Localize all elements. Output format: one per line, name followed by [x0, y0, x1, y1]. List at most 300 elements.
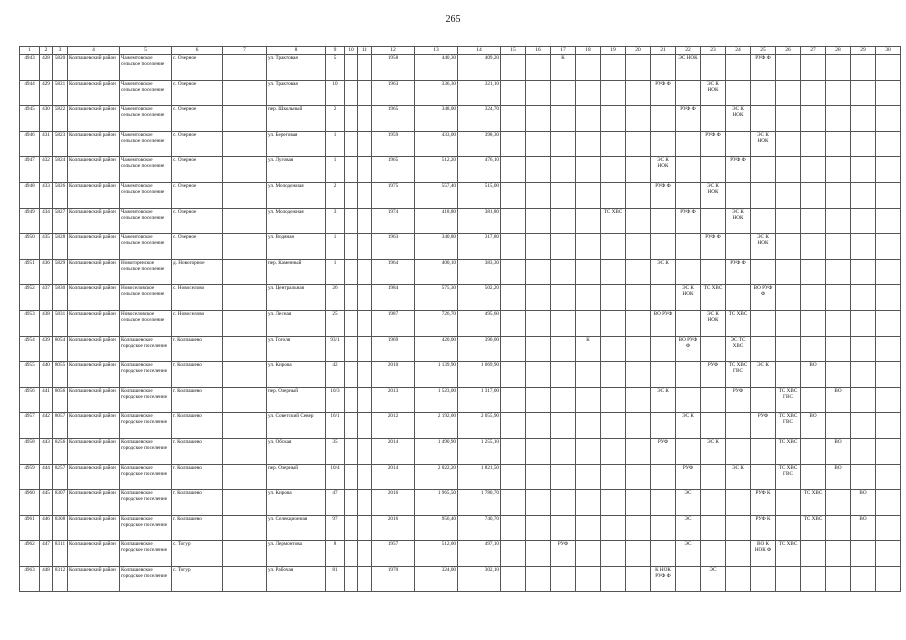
table-cell [576, 438, 601, 464]
table-cell [601, 464, 626, 490]
table-cell: К [576, 336, 601, 362]
table-cell [551, 387, 576, 413]
table-cell [801, 131, 826, 157]
table-cell [651, 336, 676, 362]
table-cell: Колпашевский район [68, 490, 120, 516]
table-cell: 502,20 [458, 285, 501, 311]
table-cell: 4959 [20, 464, 40, 490]
table-cell [345, 566, 358, 592]
table-cell [501, 438, 526, 464]
table-cell: 26 [326, 285, 345, 311]
table-cell: г. Колпашево [172, 362, 223, 388]
table-cell: 1965 [372, 106, 415, 132]
table-cell: 47 [326, 490, 345, 516]
table-cell [801, 157, 826, 183]
table-cell [526, 413, 551, 439]
table-cell: 4946 [20, 131, 40, 157]
table-row [20, 438, 901, 464]
table-cell [651, 362, 676, 388]
table-cell: с. Озерное [172, 106, 223, 132]
table-cell [345, 362, 358, 388]
table-cell: пер. Озерный [267, 464, 326, 490]
table-cell [601, 106, 626, 132]
table-cell: 435 [40, 234, 53, 260]
table-cell [826, 413, 851, 439]
table-row [20, 182, 901, 208]
table-cell: ВО РУФ Ф [751, 285, 776, 311]
table-cell: 8057 [53, 413, 68, 439]
table-cell: ЭС К [701, 438, 726, 464]
table-cell: 418,80 [415, 208, 458, 234]
table-cell: ВО [851, 490, 876, 516]
table-cell: Чажемтовское сельское поселение [120, 80, 172, 106]
table-cell [626, 464, 651, 490]
table-cell [526, 106, 551, 132]
table-cell: РУФ Ф [676, 208, 701, 234]
column-number-cell: 11 [358, 47, 372, 55]
table-cell [345, 259, 358, 285]
table-cell [551, 464, 576, 490]
table-cell: 4943 [20, 55, 40, 81]
table-cell [626, 55, 651, 81]
table-cell [501, 490, 526, 516]
table-cell: 438 [40, 310, 53, 336]
table-cell: 321,10 [458, 80, 501, 106]
column-number-cell: 23 [701, 47, 726, 55]
table-cell [776, 362, 801, 388]
table-cell [626, 490, 651, 516]
table-cell [551, 490, 576, 516]
table-cell [676, 362, 701, 388]
table-row [20, 413, 901, 439]
table-cell: 515,00 [458, 182, 501, 208]
table-cell [576, 106, 601, 132]
table-cell [826, 55, 851, 81]
table-cell [551, 106, 576, 132]
table-cell: с. Озерное [172, 80, 223, 106]
registry-table-wrapper [19, 46, 901, 592]
table-cell: 390,00 [458, 336, 501, 362]
table-cell [626, 182, 651, 208]
table-cell [526, 515, 551, 541]
table-cell [501, 234, 526, 260]
table-cell: ЭС К НОК [676, 285, 701, 311]
table-cell: 317,80 [458, 234, 501, 260]
table-cell [526, 157, 551, 183]
table-cell: ТС ХВС ГВС [726, 362, 751, 388]
table-cell: РУФ [676, 464, 701, 490]
table-cell [501, 464, 526, 490]
table-cell [551, 413, 576, 439]
table-row [20, 387, 901, 413]
table-cell: 4962 [20, 541, 40, 567]
table-cell: с. Новоселово [172, 285, 223, 311]
table-cell: 4955 [20, 362, 40, 388]
table-cell: 8055 [53, 362, 68, 388]
table-cell [501, 285, 526, 311]
table-cell [576, 80, 601, 106]
table-cell [358, 182, 372, 208]
table-cell [751, 157, 776, 183]
table-cell [801, 387, 826, 413]
table-cell [601, 131, 626, 157]
table-cell: Колпашевское городское поселение [120, 566, 172, 592]
table-cell [726, 80, 751, 106]
table-cell [223, 490, 267, 516]
table-cell: ТС ХВС ГВС [776, 387, 801, 413]
table-cell [501, 566, 526, 592]
table-cell [576, 541, 601, 567]
table-cell: 1 780,70 [458, 490, 501, 516]
table-cell: 324,70 [458, 106, 501, 132]
table-cell: 436 [40, 259, 53, 285]
table-cell [776, 208, 801, 234]
table-cell: ТС ХВС ГВС [776, 464, 801, 490]
table-cell [651, 208, 676, 234]
table-cell: ЭС К НОК [701, 310, 726, 336]
table-cell [801, 182, 826, 208]
table-cell [676, 566, 701, 592]
table-cell: 2016 [372, 515, 415, 541]
table-cell: 1984 [372, 285, 415, 311]
table-cell: 8056 [53, 387, 68, 413]
table-cell [851, 541, 876, 567]
table-cell: 1963 [372, 234, 415, 260]
table-cell: 434 [40, 208, 53, 234]
column-number-cell: 17 [551, 47, 576, 55]
table-cell: РУФ [651, 438, 676, 464]
table-cell [826, 490, 851, 516]
table-cell: Чажемтовское сельское поселение [120, 208, 172, 234]
table-cell: 1 069,90 [458, 362, 501, 388]
table-cell: ТС ХВС [726, 310, 751, 336]
table-cell [551, 80, 576, 106]
table-cell: с. Озерное [172, 208, 223, 234]
table-cell: РУФ Ф [726, 259, 751, 285]
table-cell: 35 [326, 438, 345, 464]
table-cell: Колпашевский район [68, 413, 120, 439]
column-number-cell: 7 [223, 47, 267, 55]
table-cell [526, 208, 551, 234]
table-cell [626, 413, 651, 439]
table-cell [601, 541, 626, 567]
table-cell: ЭС [701, 566, 726, 592]
table-cell [345, 515, 358, 541]
table-cell: 4944 [20, 80, 40, 106]
table-cell: с. Новоселово [172, 310, 223, 336]
table-cell [551, 515, 576, 541]
table-cell [551, 362, 576, 388]
table-cell: РУФ [701, 362, 726, 388]
table-cell [501, 541, 526, 567]
table-cell [776, 259, 801, 285]
table-cell [851, 310, 876, 336]
table-cell: 336,30 [415, 80, 458, 106]
table-cell: ул. Кирова [267, 490, 326, 516]
table-cell [223, 387, 267, 413]
table-cell [358, 438, 372, 464]
table-cell [751, 106, 776, 132]
table-cell [223, 259, 267, 285]
table-cell [776, 55, 801, 81]
table-cell [526, 285, 551, 311]
table-cell [345, 182, 358, 208]
table-cell [626, 157, 651, 183]
table-cell [358, 566, 372, 592]
table-cell: 1 821,50 [458, 464, 501, 490]
table-cell: Колпашевское городское поселение [120, 541, 172, 567]
table-cell [751, 208, 776, 234]
table-cell [526, 464, 551, 490]
table-cell [651, 234, 676, 260]
table-cell: Новоселовское сельское поселение [120, 310, 172, 336]
table-cell: ул. Луговая [267, 157, 326, 183]
table-cell: Колпашевское городское поселение [120, 413, 172, 439]
table-cell [876, 515, 901, 541]
table-cell [726, 182, 751, 208]
table-cell [776, 106, 801, 132]
table-cell [876, 208, 901, 234]
table-cell [501, 413, 526, 439]
table-cell [626, 285, 651, 311]
table-cell [826, 131, 851, 157]
table-cell [776, 80, 801, 106]
table-cell: 4945 [20, 106, 40, 132]
table-cell [501, 259, 526, 285]
table-cell: ЭС К [651, 387, 676, 413]
table-cell: 5821 [53, 80, 68, 106]
table-cell [776, 566, 801, 592]
table-cell [651, 464, 676, 490]
table-cell: 4957 [20, 413, 40, 439]
table-cell: ЭС К [676, 413, 701, 439]
table-cell: Чажемтовское сельское поселение [120, 182, 172, 208]
table-cell: 420,00 [415, 336, 458, 362]
table-cell [626, 515, 651, 541]
table-cell: Колпашевское городское поселение [120, 387, 172, 413]
table-cell: 16/1 [326, 413, 345, 439]
table-cell [601, 413, 626, 439]
table-cell [626, 566, 651, 592]
table-cell [826, 234, 851, 260]
table-cell: с. Тогур [172, 566, 223, 592]
table-cell: Колпашевский район [68, 515, 120, 541]
table-cell [601, 336, 626, 362]
table-cell: Колпашевское городское поселение [120, 362, 172, 388]
table-cell [526, 336, 551, 362]
table-cell: 557,40 [415, 182, 458, 208]
table-cell: 448 [40, 566, 53, 592]
table-cell [345, 387, 358, 413]
table-cell: ул. Гоголя [267, 336, 326, 362]
table-row [20, 285, 901, 311]
table-cell: РУФ Ф [676, 106, 701, 132]
column-number-cell: 20 [626, 47, 651, 55]
table-cell [826, 259, 851, 285]
table-cell: РУФ [551, 541, 576, 567]
column-number-cell: 13 [415, 47, 458, 55]
table-cell [701, 541, 726, 567]
table-cell [223, 464, 267, 490]
table-row [20, 55, 901, 81]
table-cell: 1975 [372, 182, 415, 208]
table-cell: г. Колпашево [172, 413, 223, 439]
table-row [20, 566, 901, 592]
table-cell [751, 387, 776, 413]
table-cell [826, 208, 851, 234]
table-row [20, 106, 901, 132]
table-cell: 4958 [20, 438, 40, 464]
table-cell: ВО [826, 438, 851, 464]
table-cell [576, 131, 601, 157]
table-cell: ТС ХВС [776, 541, 801, 567]
table-cell [651, 541, 676, 567]
table-cell [801, 55, 826, 81]
table-cell: 4963 [20, 566, 40, 592]
table-cell [676, 80, 701, 106]
table-cell [726, 413, 751, 439]
table-cell: ТС ХВС [701, 285, 726, 311]
table-cell: 25 [326, 310, 345, 336]
table-cell [651, 106, 676, 132]
table-cell: ул. Трактовая [267, 55, 326, 81]
table-cell [223, 131, 267, 157]
table-cell: пер. Озерный [267, 387, 326, 413]
table-cell: 5831 [53, 310, 68, 336]
table-cell: ЭС К [751, 362, 776, 388]
table-cell: ЭС [676, 515, 701, 541]
table-cell: Колпашевский район [68, 182, 120, 208]
table-cell [701, 490, 726, 516]
table-cell: ВО К НОК Ф [751, 541, 776, 567]
table-cell: г. Колпашево [172, 387, 223, 413]
table-cell: Чажемтовское сельское поселение [120, 55, 172, 81]
column-number-cell: 22 [676, 47, 701, 55]
table-cell [851, 157, 876, 183]
table-cell [826, 566, 851, 592]
table-cell [551, 131, 576, 157]
table-cell [826, 157, 851, 183]
column-number-cell: 12 [372, 47, 415, 55]
table-cell: РУФ Ф [726, 157, 751, 183]
table-cell: 5828 [53, 234, 68, 260]
table-cell: 956,40 [415, 515, 458, 541]
table-cell: ЭС К [651, 259, 676, 285]
table-cell: 1963 [372, 80, 415, 106]
table-cell: ЭС [676, 541, 701, 567]
table-row [20, 234, 901, 260]
table-cell [223, 336, 267, 362]
table-cell: 440 [40, 362, 53, 388]
table-cell [801, 541, 826, 567]
table-cell: 398,30 [458, 131, 501, 157]
table-cell: ул. Обская [267, 438, 326, 464]
table-cell: 512,20 [415, 157, 458, 183]
column-number-cell: 1 [20, 47, 40, 55]
table-cell [851, 182, 876, 208]
table-cell: д. Новогорное [172, 259, 223, 285]
table-cell: РУФ Ф [701, 131, 726, 157]
column-number-cell: 27 [801, 47, 826, 55]
table-cell [601, 80, 626, 106]
table-cell: 2013 [372, 387, 415, 413]
table-cell [576, 362, 601, 388]
table-cell: 5827 [53, 208, 68, 234]
table-cell: 10/3 [326, 387, 345, 413]
table-cell: 2010 [372, 362, 415, 388]
table-cell: 4950 [20, 234, 40, 260]
table-cell [776, 336, 801, 362]
table-cell [851, 259, 876, 285]
table-cell [223, 413, 267, 439]
table-cell: пер. Каменный [267, 259, 326, 285]
table-cell [851, 55, 876, 81]
table-cell [576, 515, 601, 541]
table-cell: 726,70 [415, 310, 458, 336]
table-cell [551, 157, 576, 183]
table-cell [726, 131, 751, 157]
table-cell: 575,30 [415, 285, 458, 311]
table-cell [776, 157, 801, 183]
table-cell: Колпашевское городское поселение [120, 490, 172, 516]
table-cell: ЭС К НОК [651, 157, 676, 183]
table-cell [551, 336, 576, 362]
table-cell [526, 541, 551, 567]
table-cell [501, 336, 526, 362]
table-cell: 2014 [372, 438, 415, 464]
table-cell: 1970 [372, 566, 415, 592]
table-cell: г. Колпашево [172, 438, 223, 464]
table-cell: ул. Береговая [267, 131, 326, 157]
table-cell: 4951 [20, 259, 40, 285]
table-cell: 439 [40, 336, 53, 362]
table-cell [345, 234, 358, 260]
table-cell [851, 336, 876, 362]
table-cell [358, 541, 372, 567]
table-row [20, 131, 901, 157]
table-cell [223, 285, 267, 311]
table-cell [626, 541, 651, 567]
table-cell [345, 106, 358, 132]
table-cell [701, 336, 726, 362]
table-cell: 1969 [372, 336, 415, 362]
table-cell: РУФ [726, 387, 751, 413]
table-cell [526, 310, 551, 336]
table-cell: 3 [326, 208, 345, 234]
table-cell [601, 259, 626, 285]
table-cell [345, 541, 358, 567]
table-cell [223, 541, 267, 567]
table-cell [526, 234, 551, 260]
table-row [20, 541, 901, 567]
table-cell [826, 362, 851, 388]
table-cell: Колпашевский район [68, 438, 120, 464]
table-cell [576, 208, 601, 234]
table-cell: 81 [326, 566, 345, 592]
table-cell: Колпашевский район [68, 55, 120, 81]
table-cell [826, 515, 851, 541]
table-cell [358, 362, 372, 388]
table-cell [676, 310, 701, 336]
table-cell [345, 285, 358, 311]
table-cell [501, 182, 526, 208]
column-number-cell: 6 [172, 47, 223, 55]
table-cell [851, 285, 876, 311]
table-cell: 441 [40, 387, 53, 413]
table-cell: 5826 [53, 182, 68, 208]
table-cell [551, 310, 576, 336]
table-cell [876, 490, 901, 516]
